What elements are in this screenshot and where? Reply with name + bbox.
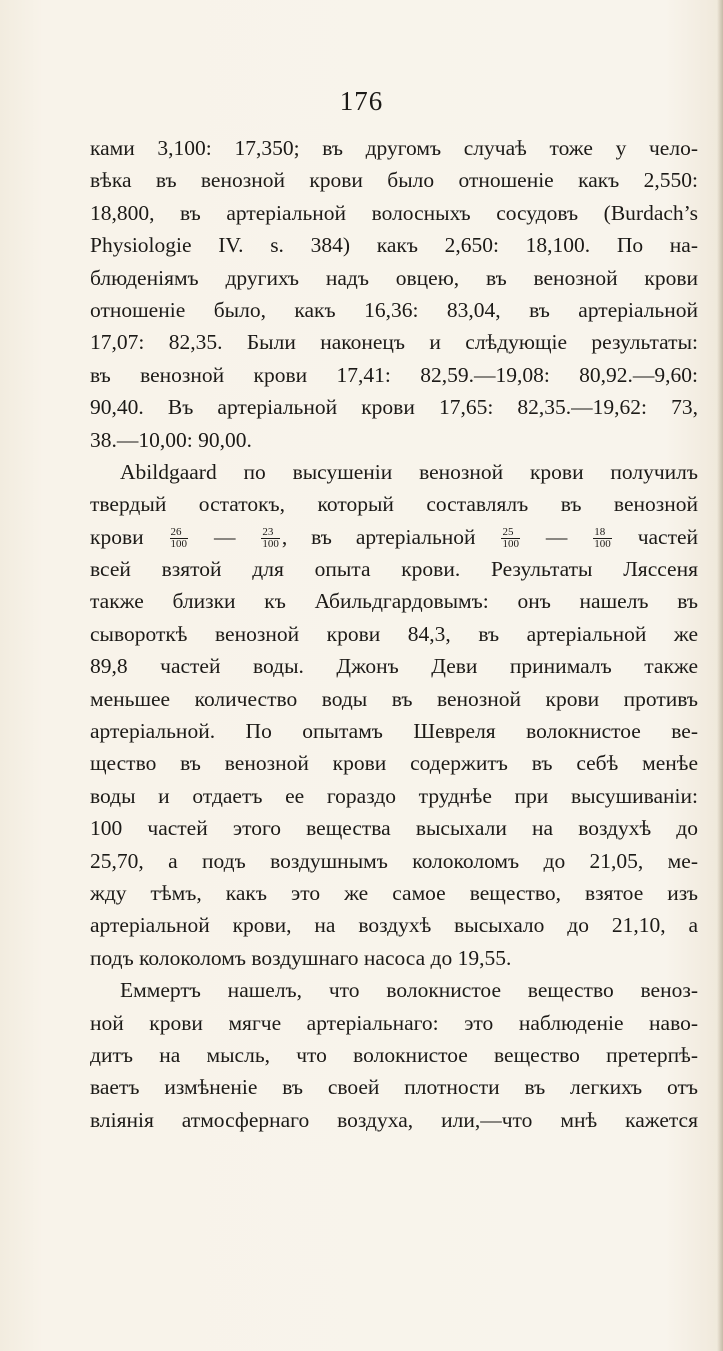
text-line: Abildgaard по высушеніи венозной крови получилъ bbox=[120, 459, 698, 484]
page-number: 176 bbox=[339, 86, 384, 116]
text-line: всей взятой для опыта крови. Результаты Ляссеня bbox=[90, 557, 698, 582]
text-line: ками 3,100: 17,350; въ другомъ случаѣ тоже у чело- bbox=[90, 136, 698, 160]
text-line: вліянія атмосфернаго воздуха, или,—что мнѣ кажется bbox=[90, 1107, 698, 1132]
text-line: 17,07: 82,35. Были наконецъ и слѣдующіе результаты: bbox=[90, 330, 698, 355]
text-line: отношеніе было, какъ 16,36: 83,04, въ артеріальной bbox=[90, 297, 698, 322]
fraction: $\frac{18}{100}$ bbox=[594, 526, 611, 551]
text-line: сывороткѣ венозной крови 84,3, въ артеріальной же bbox=[90, 621, 698, 646]
text-line: жду тѣмъ, какъ это же самое вещество, взятое изъ bbox=[90, 880, 698, 905]
text-line: также близки къ Абильдгардовымъ: онъ нашелъ въ bbox=[90, 589, 698, 614]
fraction: $\frac{26}{100}$ bbox=[170, 526, 188, 551]
text-line: 100 частей этого вещества высыхали на воздухѣ до bbox=[90, 816, 698, 841]
text-line: артеріальной крови, на воздухѣ высыхало до 21,10, а bbox=[90, 913, 698, 938]
text-line: 18,800, въ артеріальной волосныхъ сосудовъ (Burdach’s bbox=[90, 200, 698, 225]
text-line: дитъ на мысль, что волокнистое вещество претерпѣ- bbox=[90, 1042, 698, 1067]
dash: — bbox=[213, 524, 236, 549]
text-line: щество въ венозной крови содержитъ въ себѣ менѣе bbox=[90, 751, 698, 776]
fraction: $\frac{25}{100}$ bbox=[502, 526, 519, 551]
text-line: 25,70, а подъ воздушнымъ колоколомъ до 21,05, ме- bbox=[90, 848, 698, 873]
text-line: артеріальной. По опытамъ Шевреля волокнистое ве- bbox=[90, 719, 698, 744]
text-line: Еммертъ нашелъ, что волокнистое вещество веноз- bbox=[120, 978, 698, 1003]
fraction-word: крови bbox=[90, 524, 144, 549]
text-line: въ венозной крови 17,41: 82,59.—19,08: 80,92.—9,60: bbox=[90, 362, 698, 387]
page-edge-shadow bbox=[717, 0, 723, 1351]
text-line: вѣка въ венозной крови было отношеніе какъ 2,550: bbox=[90, 168, 698, 193]
fraction-line bbox=[90, 521, 698, 553]
text-line: 90,40. Въ артеріальной крови 17,65: 82,35.—19,62: 73, bbox=[90, 395, 698, 420]
text-line: 89,8 частей воды. Джонъ Деви принималъ также bbox=[90, 654, 698, 679]
text-line: ной крови мягче артеріальнаго: это наблюденіе наво- bbox=[90, 1010, 698, 1035]
fraction: $\frac{23}{100}$ bbox=[262, 526, 279, 551]
fraction-word: , въ артеріальной bbox=[281, 524, 476, 549]
text-line: 38.—10,00: 90,00. bbox=[90, 427, 252, 452]
body-text bbox=[90, 132, 698, 1136]
text-line: твердый остатокъ, который составлялъ въ венозной bbox=[90, 492, 698, 517]
text-line: Physiologie IV. s. 384) какъ 2,650: 18,100. По на- bbox=[90, 233, 698, 258]
text-line: воды и отдаетъ ее гораздо труднѣе при высушиваніи: bbox=[90, 783, 698, 808]
dash: — bbox=[545, 524, 568, 549]
text-line: ваетъ измѣненіе въ своей плотности въ легкихъ отъ bbox=[90, 1075, 698, 1100]
text-line: подъ колоколомъ воздушнаго насоса до 19,55. bbox=[90, 945, 512, 970]
fraction-word: частей bbox=[637, 524, 698, 549]
text-line: блюденіямъ другихъ надъ овцею, въ венозной крови bbox=[90, 265, 698, 290]
text-line: меньшее количество воды въ венозной крови противъ bbox=[90, 686, 698, 711]
